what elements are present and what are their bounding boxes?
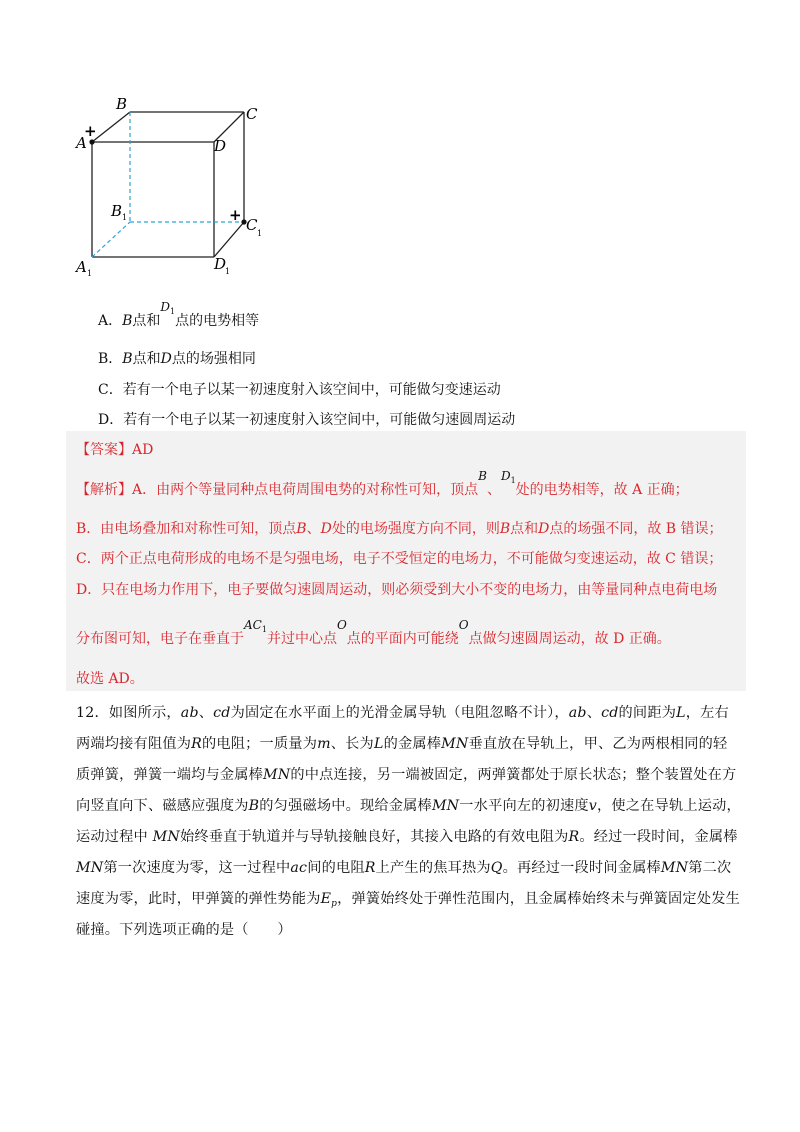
- question-12-line-1: 12．如图所示，ab、cd为固定在水平面上的光滑金属导轨（电阻忽略不计），ab、cd的间距为L，左右: [76, 705, 729, 721]
- question-12-line-8: 碰撞。下列选项正确的是（ ）: [76, 922, 292, 938]
- analysis-line-4: D．只在电场力作用下，电子要做匀速圆周运动，则必须受到大小不变的电场力，由等量同种点电荷电场: [76, 582, 718, 598]
- label-B: B: [116, 95, 128, 113]
- question-12-line-2: 两端均接有阻值为R的电阻；一质量为m、长为L的金属棒MN垂直放在导轨上，甲、乙为两根相同的轻: [76, 736, 728, 752]
- label-C1-sub: 1: [257, 229, 263, 238]
- edge-A-B: [92, 112, 130, 142]
- plus-sign-C1: +: [229, 206, 242, 224]
- edge-C1-D1: [214, 222, 244, 257]
- answer-tag: 【答案】: [76, 442, 132, 458]
- option-a: A．B点和$D_1$点的电势相等: [98, 300, 260, 329]
- label-A1: A: [76, 258, 87, 276]
- analysis-conclusion: 故选 AD。: [76, 671, 144, 687]
- question-12-line-7: 速度为零，此时，甲弹簧的弹性势能为$E_p$，弹簧始终处于弹性范围内，且金属棒始终未与弹簧固定处发生: [76, 891, 740, 909]
- label-B1-sub: 1: [122, 213, 128, 222]
- question-12-line-3: 质弹簧，弹簧一端均与金属棒MN的中点连接，另一端被固定，两弹簧都处于原长状态；整个装置处在方: [76, 767, 737, 783]
- analysis-line-3: C．两个正点电荷形成的电场不是匀强电场，电子不受恒定的电场力，不可能做匀变速运动，故 C 错误；: [76, 551, 723, 567]
- question-12-line-4: 向竖直向下、磁感应强度为B的匀强磁场中。现给金属棒MN一水平向左的初速度v，使之在导轨上运动，: [76, 798, 741, 814]
- option-c: C．若有一个电子以某一初速度射入该空间中，可能做匀变速运动: [98, 382, 501, 398]
- answer-value: AD: [132, 442, 154, 458]
- option-b: B．B点和D点的场强相同: [98, 351, 256, 367]
- cube-figure: [70, 92, 270, 287]
- label-D: D: [214, 137, 227, 155]
- answer-line: [76, 439, 153, 459]
- label-A: A: [76, 134, 87, 152]
- plus-sign-A: +: [84, 122, 97, 140]
- hidden-edge-A1-B1: [92, 222, 130, 257]
- analysis-tag: 【解析】: [76, 482, 132, 498]
- label-D1-sub: 1: [225, 267, 231, 276]
- analysis-line-5: 分布图可知，电子在垂直于$AC_1$并过中心点O点的平面内可能绕O点做匀速圆周运动，故 D 正确。: [76, 618, 671, 647]
- label-B1: B: [111, 202, 123, 220]
- label-C: C: [246, 105, 258, 123]
- question-12-line-6: MN第一次速度为零，这一过程中ac间的电阻R上产生的焦耳热为Q。再经过一段时间金属棒MN第二次: [76, 860, 732, 876]
- option-d: D．若有一个电子以某一初速度射入该空间中，可能做匀速圆周运动: [98, 412, 516, 428]
- label-C1: C: [246, 216, 258, 234]
- question-12-line-5: 运动过程中 MN始终垂直于轨道并与导轨接触良好，其接入电路的有效电阻为R。经过一段时间，金属棒: [76, 829, 738, 845]
- label-D1: D: [214, 255, 227, 273]
- charge-A: [89, 139, 94, 144]
- analysis-line-1: 【解析】A．由两个等量同种点电荷周围电势的对称性可知，顶点B、$D_1$处的电势相等，故 A 正确；: [76, 469, 689, 498]
- label-A1-sub: 1: [87, 269, 93, 278]
- analysis-line-2: B．由电场叠加和对称性可知，顶点B、D处的电场强度方向不同，则B点和D点的场强不同，故 B 错误；: [76, 521, 723, 537]
